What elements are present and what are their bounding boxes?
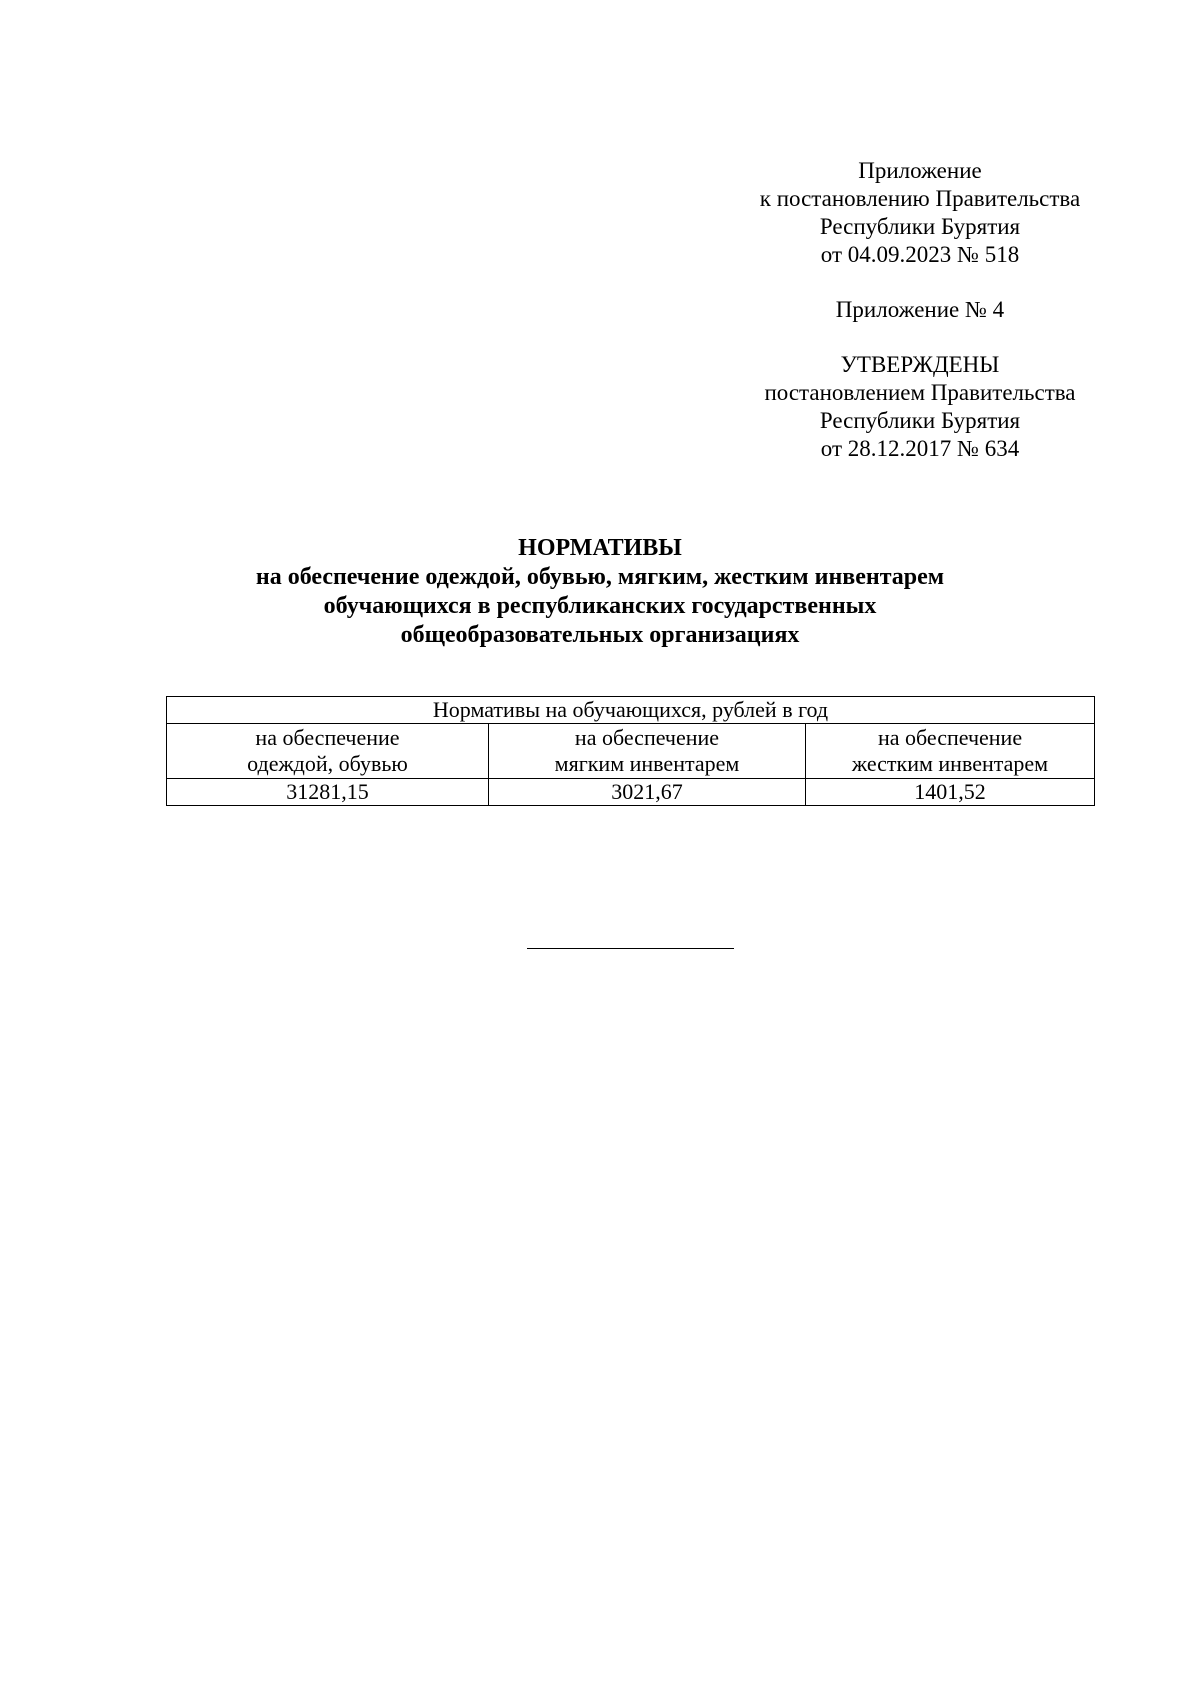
approval-stamp: [740, 351, 1100, 463]
table-group-header: Нормативы на обучающихся, рублей в год: [167, 697, 1095, 724]
annex-line: Приложение: [858, 158, 982, 183]
title-subtitle-line: на обеспечение одеждой, обувью, мягким, жестким инвентарем: [255, 564, 945, 590]
norms-table: [166, 696, 1095, 806]
value-clothing: 31281,15: [167, 779, 489, 806]
column-header-line: одеждой, обувью: [247, 751, 408, 776]
approval-line: от 28.12.2017 № 634: [820, 436, 1020, 461]
column-header-hard-inventory: [806, 724, 1095, 779]
column-header-line: мягким инвентарем: [554, 751, 740, 776]
approval-line: УТВЕРЖДЕНЫ: [840, 352, 1000, 377]
annex-number: [740, 296, 1100, 324]
annex-line: Республики Бурятия: [819, 214, 1021, 239]
annex-line: от 04.09.2023 № 518: [820, 242, 1020, 267]
approval-line: Республики Бурятия: [819, 408, 1021, 433]
column-header-line: на обеспечение: [574, 725, 720, 750]
document-title: [0, 534, 1200, 650]
approval-line: постановлением Правительства: [764, 380, 1076, 405]
column-header-soft-inventory: [489, 724, 806, 779]
column-header-line: на обеспечение: [877, 725, 1023, 750]
end-of-document-rule: [527, 948, 734, 949]
annex-line: к постановлению Правительства: [759, 186, 1081, 211]
annex-number-text: Приложение № 4: [835, 297, 1005, 322]
value-hard-inventory: 1401,52: [806, 779, 1095, 806]
title-subtitle-line: обучающихся в республиканских государственных: [323, 593, 877, 619]
table-group-header-row: [167, 697, 1095, 724]
column-header-line: на обеспечение: [255, 725, 400, 750]
table-row: [167, 779, 1095, 806]
column-header-clothing: [167, 724, 489, 779]
column-header-line: жестким инвентарем: [851, 751, 1049, 776]
title-subtitle-line: общеобразовательных организациях: [400, 622, 800, 648]
value-soft-inventory: 3021,67: [489, 779, 806, 806]
annex-reference: [740, 157, 1100, 269]
title-heading: НОРМАТИВЫ: [518, 535, 682, 561]
table-column-header-row: [167, 724, 1095, 779]
